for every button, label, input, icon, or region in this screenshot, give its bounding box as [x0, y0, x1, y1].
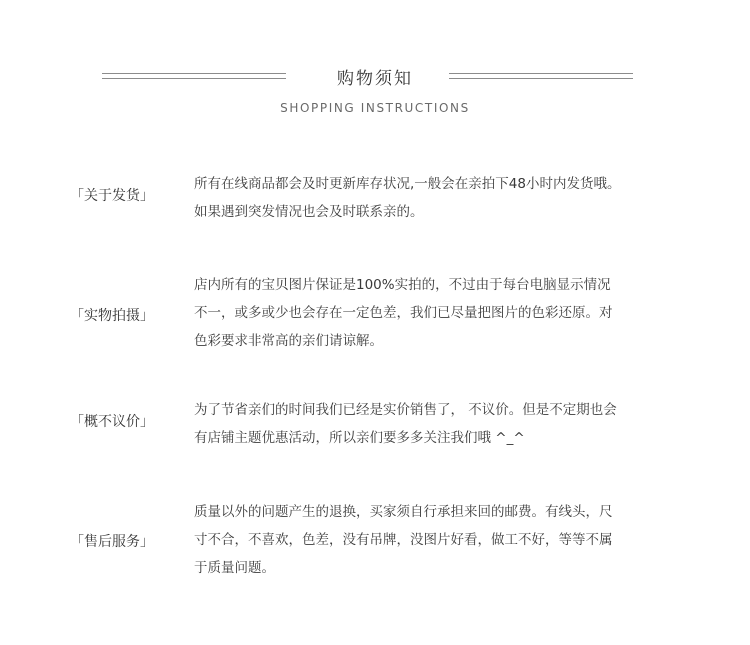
section-line: 于质量问题。: [194, 560, 275, 576]
header-rule-right: [449, 73, 633, 79]
section-line: 店内所有的宝贝图片保证是100%实拍的，不过由于每台电脑显示情况: [194, 277, 611, 293]
page-title: 购物须知: [337, 69, 413, 89]
page-subtitle: SHOPPING INSTRUCTIONS: [280, 101, 470, 115]
section-text: [194, 498, 674, 582]
section-label: 「关于发货」: [70, 188, 154, 204]
section-label: 「实物拍摄」: [70, 308, 154, 324]
section-line: 有店铺主题优惠活动，所以亲们要多多关注我们哦 ^_^: [194, 430, 525, 446]
section-text: [194, 271, 674, 355]
section-line: 寸不合，不喜欢，色差，没有吊牌，没图片好看，做工不好，等等不属: [194, 532, 613, 548]
section-line: 不一，或多或少也会存在一定色差，我们已尽量把图片的色彩还原。对: [194, 305, 613, 321]
section-line: 所有在线商品都会及时更新库存状况,一般会在亲拍下48小时内发货哦。: [194, 176, 621, 192]
section-label: 「概不议价」: [70, 414, 154, 430]
section-text: [194, 170, 674, 226]
section-line: 色彩要求非常高的亲们请谅解。: [194, 333, 383, 349]
section-label: 「售后服务」: [70, 534, 154, 550]
section-line: 为了节省亲们的时间我们已经是实价销售了， 不议价。但是不定期也会: [194, 402, 617, 418]
section-line: 质量以外的问题产生的退换，买家须自行承担来回的邮费。有线头，尺: [194, 504, 613, 520]
section-text: [194, 396, 674, 452]
section-line: 如果遇到突发情况也会及时联系亲的。: [194, 204, 424, 220]
